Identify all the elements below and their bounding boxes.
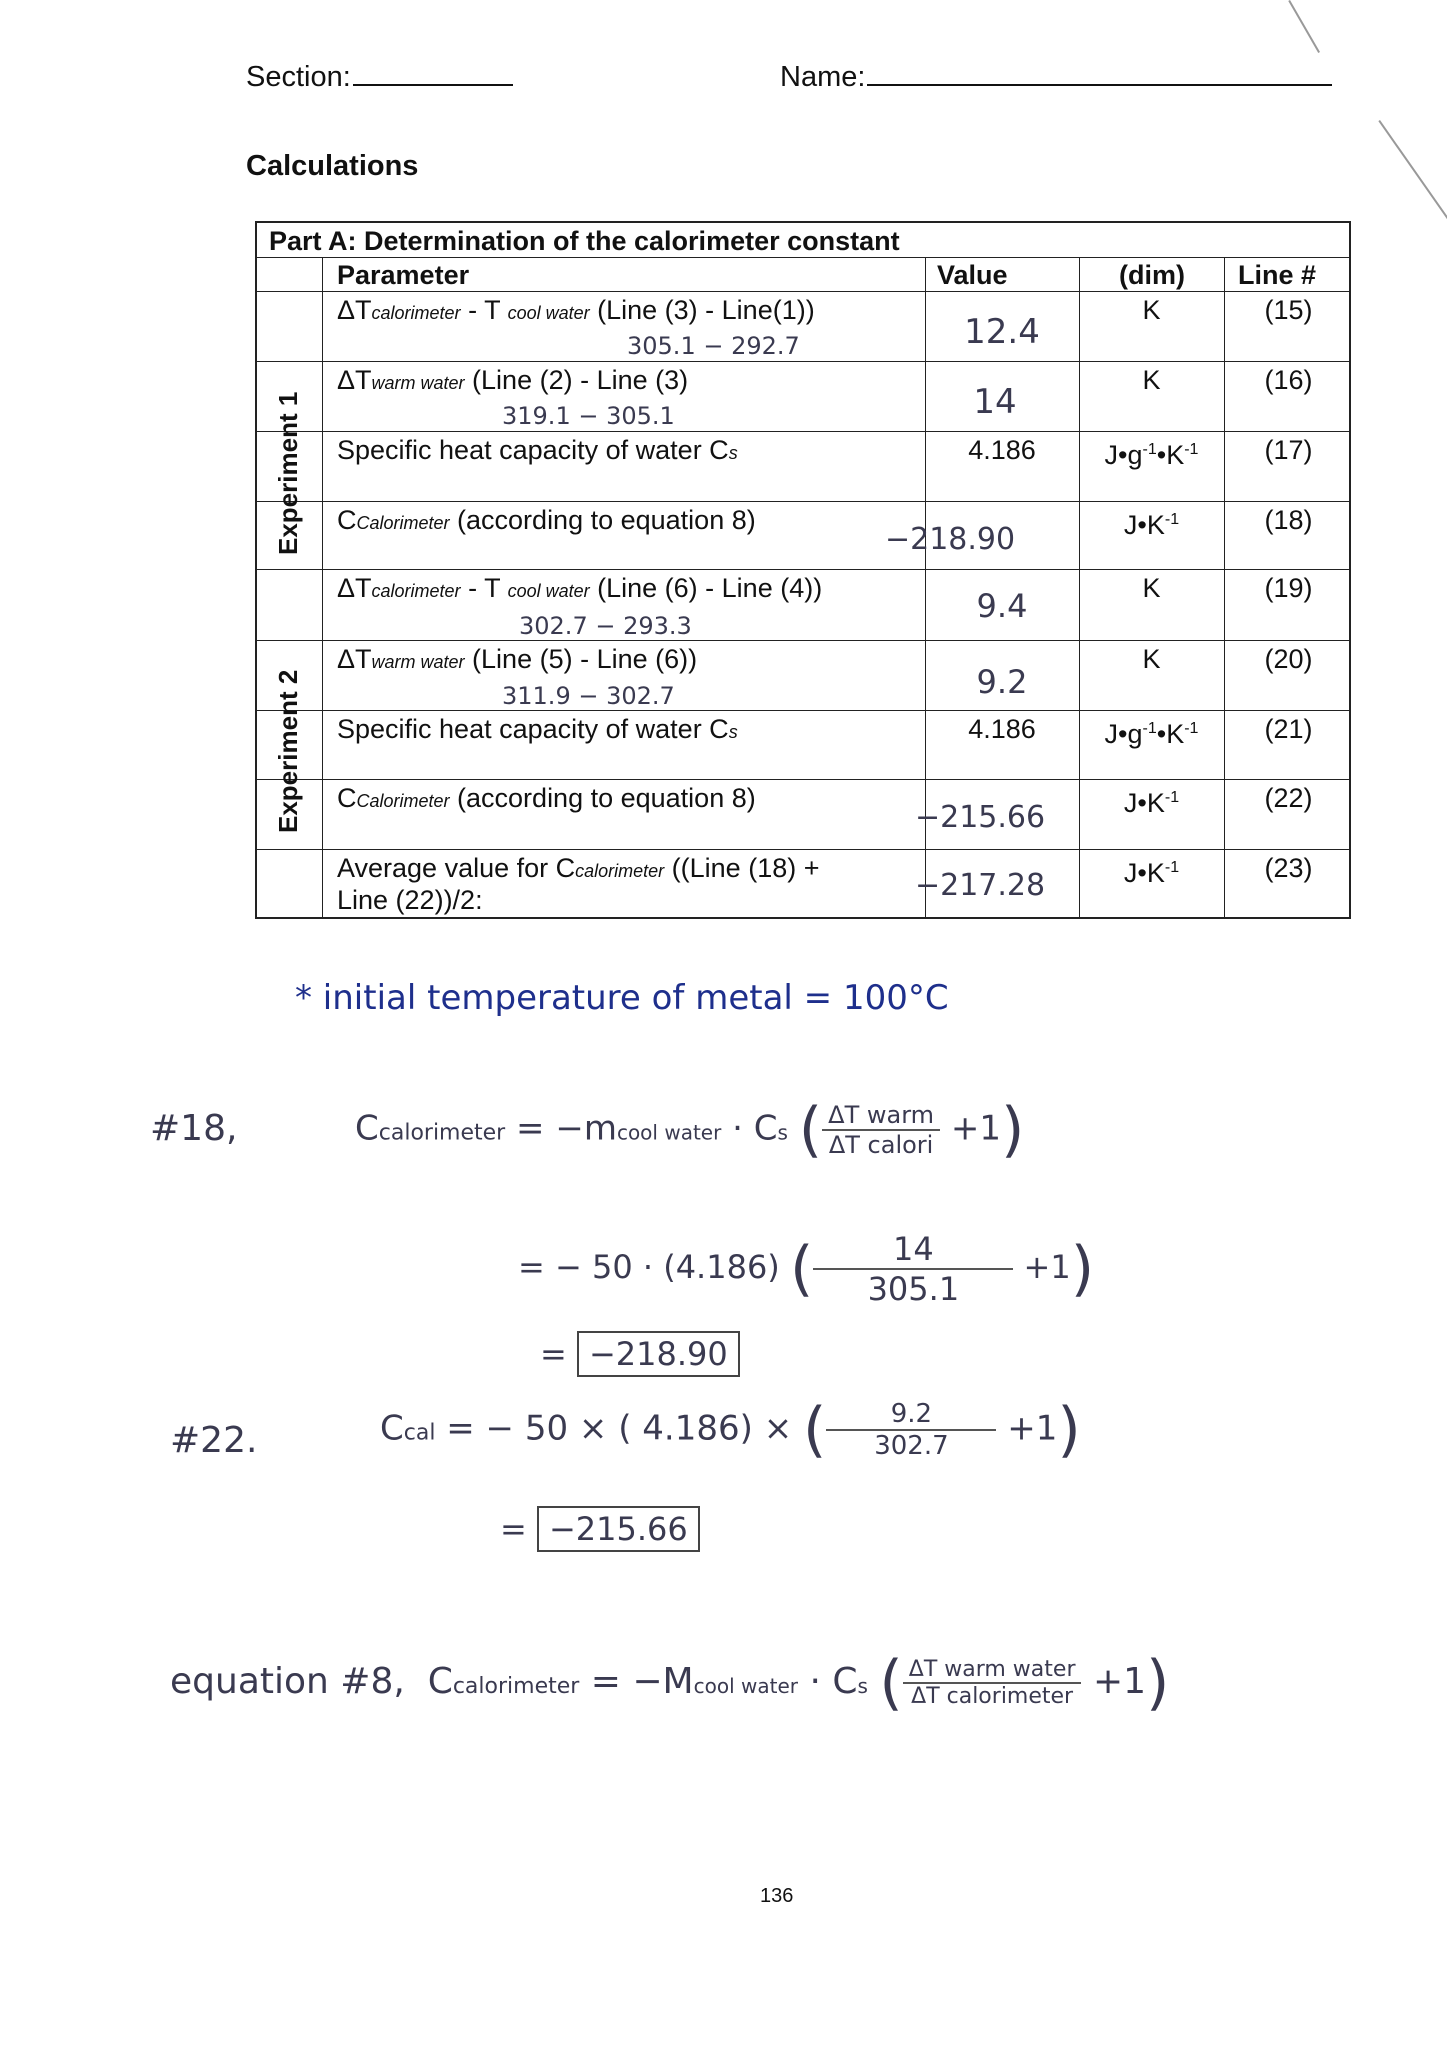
- calc-22-formula: Ccal = − 50 × ( 4.186) × ( $\frac{9.2}{302.7}$ +1): [380, 1395, 1081, 1465]
- line-row-23: (23): [1264, 853, 1313, 883]
- table-title: Part A: Determination of the calorimeter constant: [269, 226, 900, 256]
- page-heading: Calculations: [246, 150, 419, 182]
- header-parameter: Parameter: [337, 260, 470, 290]
- line-row-16: (16): [1264, 365, 1313, 395]
- calc-18-formula: Ccalorimeter = −mcool water · Cs ( $\frac{\text{ΔT warm}}{\text{ΔT calori}}$ +1): [355, 1095, 1025, 1165]
- scan-edge-line: [1288, 0, 1320, 53]
- initial-temperature-note: * initial temperature of metal = 100°C: [295, 978, 949, 1018]
- param-row-15: ΔTcalorimeter - T cool water (Line (3) - Line(1)): [337, 295, 815, 325]
- dim-row-21: $J•g^{-1}•K^{-1}$: [1104, 719, 1199, 749]
- dim-row-20: K: [1142, 644, 1161, 674]
- param-row-20: ΔTwarm water (Line (5) - Line (6)): [337, 644, 698, 674]
- dim-row-15: K: [1142, 295, 1161, 325]
- name-label: Name:: [780, 61, 866, 93]
- section-blank: [353, 58, 513, 86]
- line-row-20: (20): [1264, 644, 1313, 674]
- param-row-19: ΔTcalorimeter - T cool water (Line (6) - Line (4)): [337, 573, 823, 603]
- equation-8: equation #8, Ccalorimeter = −Mcool water · Cs ( $\frac{\text{ΔT warm water}}{\text{ΔT calorimeter}}$ +1): [170, 1648, 1170, 1718]
- work-row-19: 302.7 − 293.3: [519, 612, 692, 640]
- param-row-18: CCalorimeter (according to equation 8): [337, 505, 756, 535]
- work-row-20: 311.9 − 302.7: [502, 682, 675, 710]
- calc-18-substitution: = − 50 · (4.186) ( $\frac{14}{305.1}$ +1): [518, 1230, 1095, 1308]
- param-row-16: ΔTwarm water (Line (2) - Line (3): [337, 365, 689, 395]
- line-row-21: (21): [1264, 714, 1313, 744]
- param-row-17: Specific heat capacity of water Cs: [337, 435, 738, 465]
- param-row-21: Specific heat capacity of water Cs: [337, 714, 738, 744]
- experiment-1-label: Experiment 1: [273, 391, 303, 555]
- dim-row-18: $J•K^{-1}$: [1123, 510, 1180, 540]
- work-row-15: 305.1 − 292.7: [627, 332, 800, 360]
- work-row-16: 319.1 − 305.1: [502, 402, 675, 430]
- equation-8-label: equation #8,: [170, 1661, 405, 1702]
- value-row-17: 4.186: [968, 435, 1036, 465]
- line-row-18: (18): [1264, 505, 1313, 535]
- header-dim: (dim): [1119, 260, 1185, 290]
- calc-18-result: = −218.90: [540, 1335, 740, 1373]
- dim-row-23: $J•K^{-1}$: [1123, 858, 1180, 888]
- value-row-16: 14: [973, 382, 1017, 422]
- calc-22-tag: #22.: [170, 1420, 258, 1461]
- line-row-22: (22): [1264, 783, 1313, 813]
- value-row-18: −218.90: [885, 522, 1016, 557]
- dim-row-19: K: [1142, 573, 1161, 603]
- calc-18-tag: #18,: [150, 1108, 238, 1149]
- dim-row-22: $J•K^{-1}$: [1123, 788, 1180, 818]
- header-value: Value: [937, 260, 1008, 290]
- line-row-17: (17): [1264, 435, 1313, 465]
- value-row-19: 9.4: [976, 587, 1028, 625]
- scan-edge-line: [1378, 120, 1447, 244]
- param-row-23: Average value for Ccalorimeter ((Line (18) +: [337, 853, 820, 883]
- name-field: [780, 58, 1332, 94]
- line-row-19: (19): [1264, 573, 1313, 603]
- value-row-20: 9.2: [976, 663, 1028, 701]
- page-number: 136: [760, 1885, 794, 1907]
- experiment-2-label: Experiment 2: [273, 669, 303, 833]
- section-field: [246, 58, 513, 94]
- value-row-21: 4.186: [968, 714, 1036, 744]
- calorimeter-table: [255, 221, 1351, 919]
- dim-row-16: K: [1142, 365, 1161, 395]
- param-row-23-cont: Line (22))/2:: [337, 885, 483, 915]
- name-blank: [867, 58, 1332, 86]
- value-row-22: −215.66: [915, 800, 1046, 835]
- section-label: Section:: [246, 61, 351, 93]
- value-row-15: 12.4: [964, 312, 1040, 352]
- value-row-23: −217.28: [915, 868, 1046, 903]
- dim-row-17: $J•g^{-1}•K^{-1}$: [1104, 440, 1199, 470]
- param-row-22: CCalorimeter (according to equation 8): [337, 783, 756, 813]
- calc-22-result: = −215.66: [500, 1510, 700, 1548]
- line-row-15: (15): [1264, 295, 1313, 325]
- header-line: Line #: [1238, 260, 1317, 290]
